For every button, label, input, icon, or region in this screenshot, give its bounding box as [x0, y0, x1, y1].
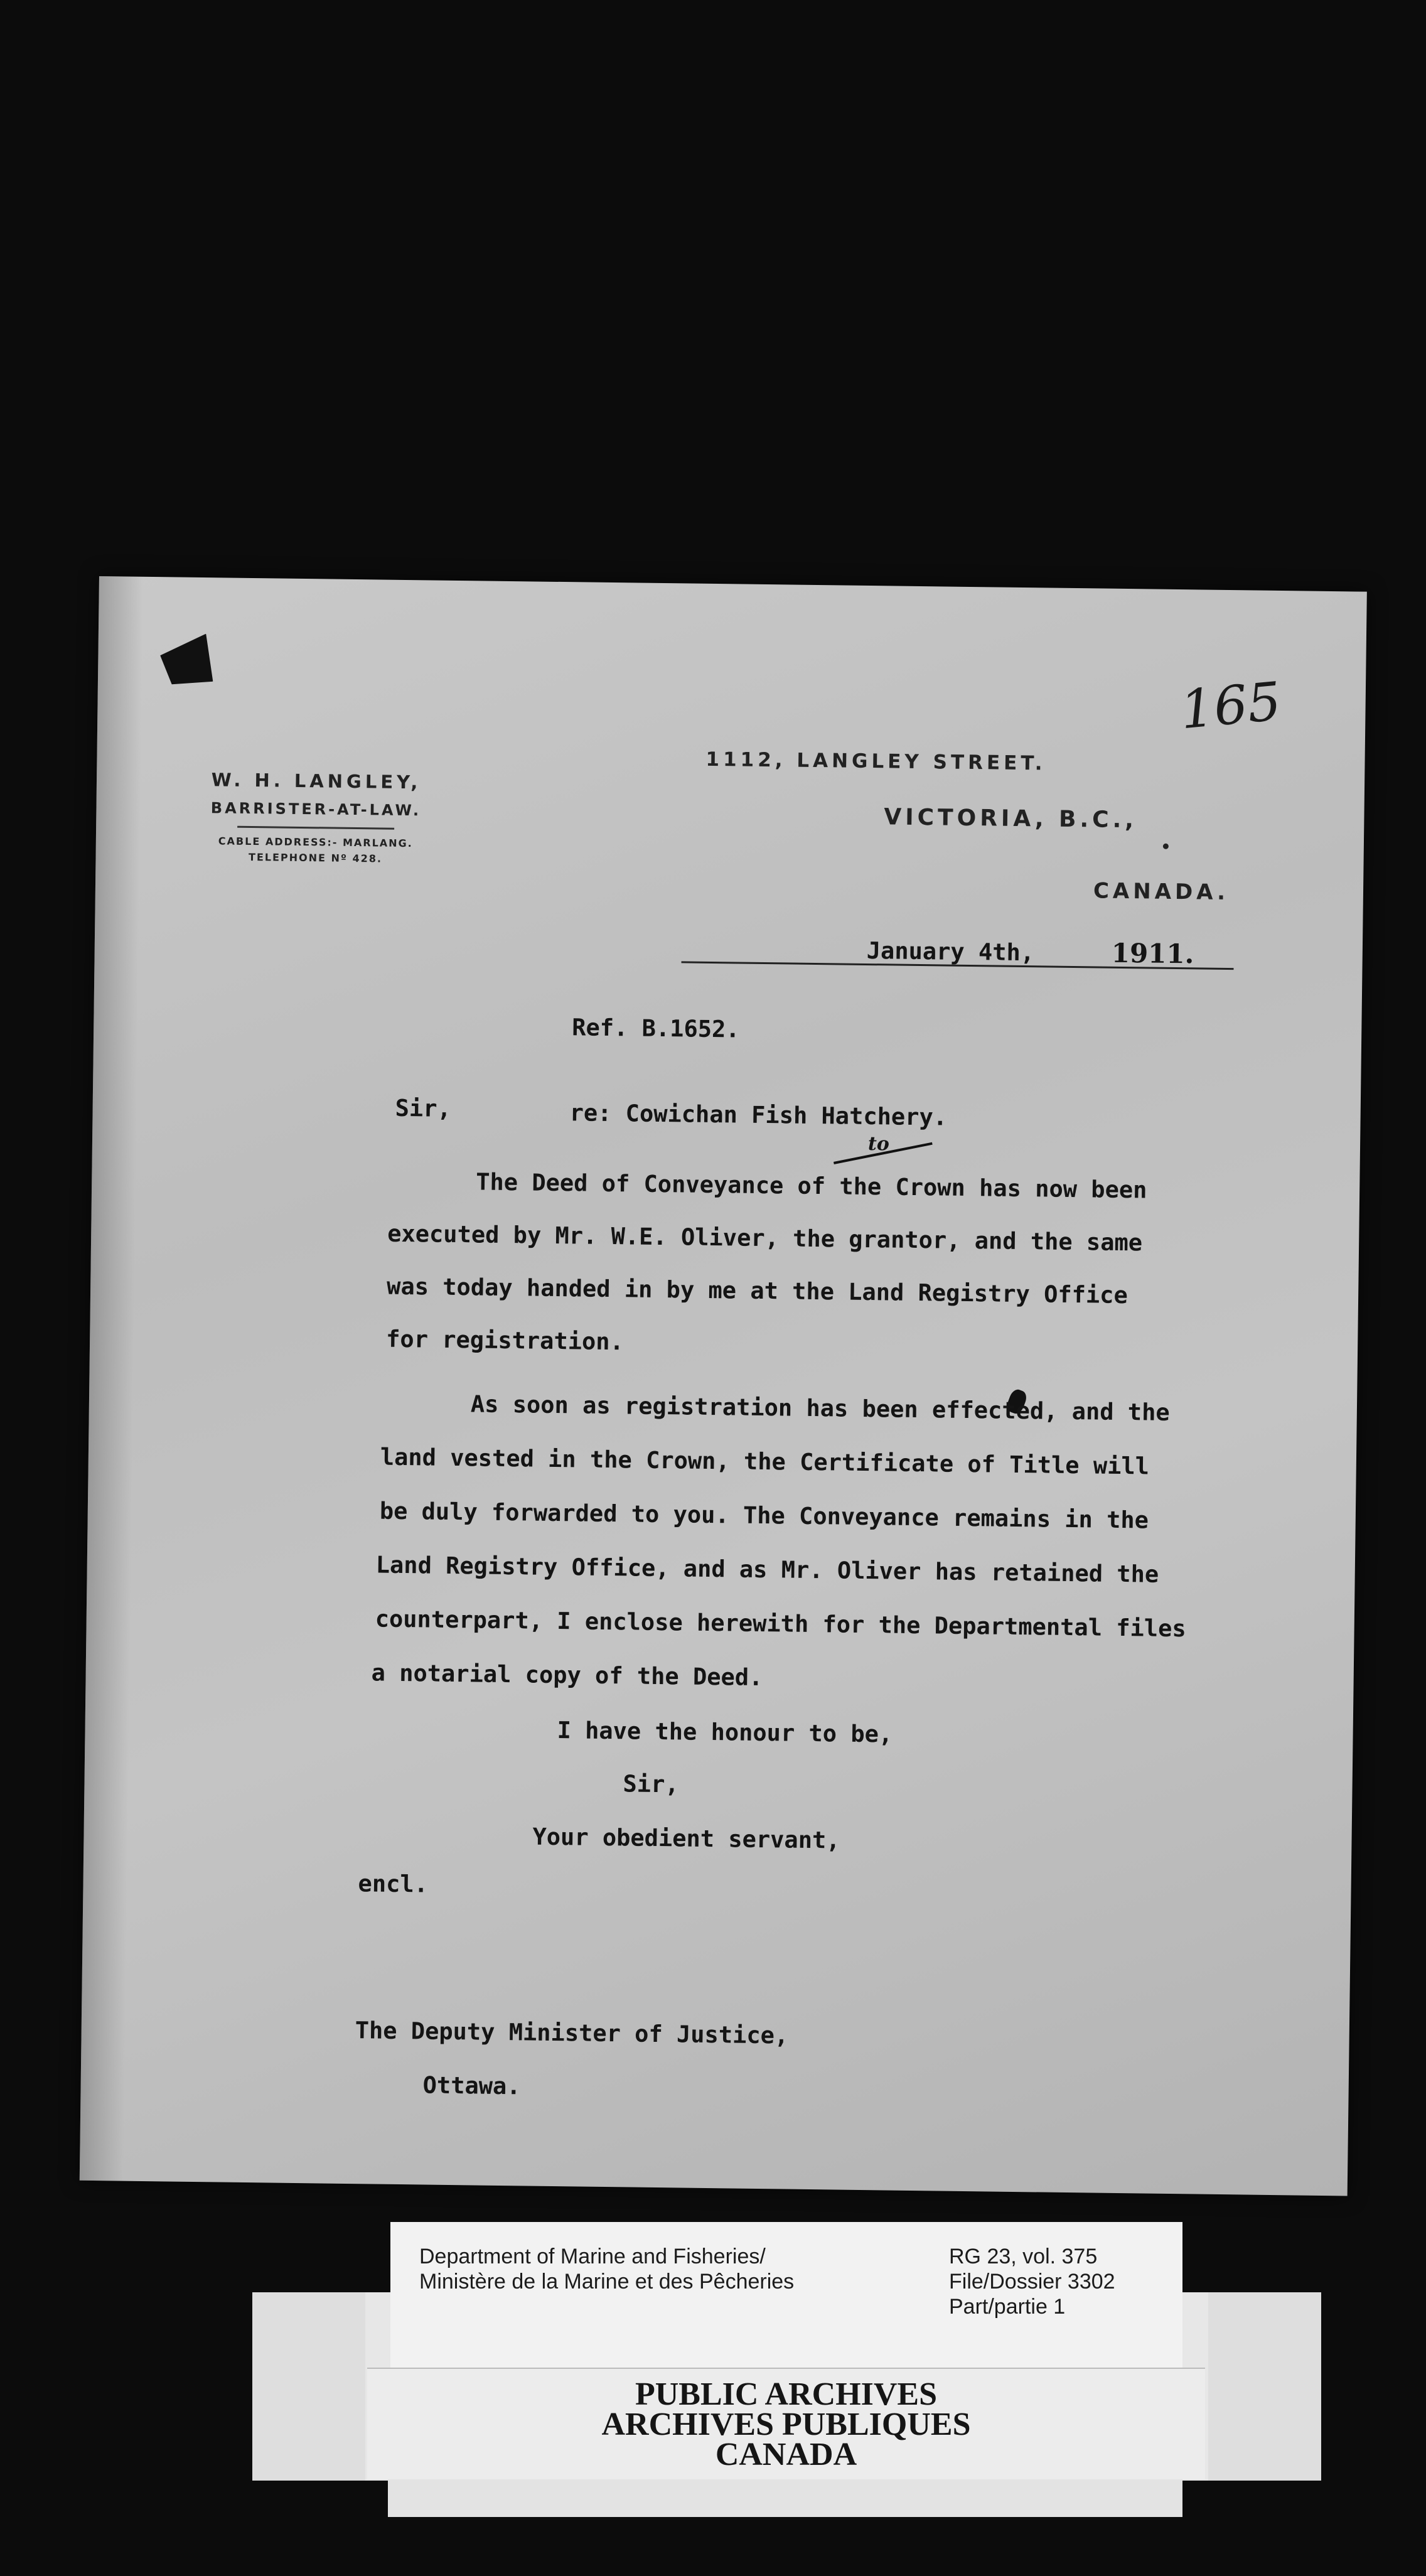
- letterhead-city: VICTORIA, B.C.,: [884, 804, 1138, 834]
- correction-insert: to: [867, 1133, 890, 1156]
- label-archive-en: PUBLIC ARCHIVES: [635, 2376, 938, 2412]
- paragraph1-line2: executed by Mr. W.E. Oliver, the grantor, and the same: [387, 1220, 1143, 1257]
- paragraph2-line5: counterpart, I enclose herewith for the Departmental files: [375, 1605, 1186, 1643]
- stray-dot: [1163, 844, 1169, 849]
- letterhead-rule: [237, 826, 394, 830]
- date-year: 1911.: [1111, 937, 1194, 970]
- closing-line3: Your obedient servant,: [532, 1823, 840, 1854]
- reference-number: Ref. B.1652.: [572, 1014, 740, 1043]
- label-part: Part/partie 1: [949, 2295, 1066, 2319]
- paragraph2-line2: land vested in the Crown, the Certificate of Title will: [380, 1443, 1150, 1480]
- paragraph1-line3: was today handed in by me at the Land Registry Office: [386, 1272, 1128, 1309]
- archive-label-right-flap: [1208, 2292, 1321, 2481]
- archive-label-bottom-tab: [388, 2479, 1182, 2517]
- label-archive-fr: ARCHIVES PUBLIQUES: [601, 2407, 971, 2442]
- archive-label-left-flap: [252, 2292, 365, 2481]
- paragraph1-line1: The Deed of Conveyance of the Crown has now been: [475, 1168, 1147, 1204]
- folio-number: 165: [1177, 670, 1284, 741]
- letterhead-title: BARRISTER-AT-LAW.: [210, 799, 422, 820]
- paragraph2-line3: be duly forwarded to you. The Conveyance remains in the: [379, 1497, 1149, 1534]
- date-day: January 4th,: [866, 936, 1035, 967]
- letterhead-street: 1112, LANGLEY STREET.: [705, 748, 1046, 775]
- addressee-line1: The Deputy Minister of Justice,: [355, 2017, 789, 2049]
- label-file: File/Dossier 3302: [949, 2270, 1115, 2294]
- label-department-fr: Ministère de la Marine et des Pêcheries: [419, 2270, 795, 2294]
- letterhead-name: W. H. LANGLEY,: [211, 769, 422, 793]
- label-archive-country: CANADA: [715, 2437, 857, 2472]
- page-shadow: [80, 576, 143, 2181]
- salutation: Sir,: [395, 1094, 452, 1122]
- label-record-group: RG 23, vol. 375: [949, 2245, 1098, 2268]
- closing-line1: I have the honour to be,: [557, 1717, 893, 1748]
- paragraph2-line4: Land Registry Office, and as Mr. Oliver has retained the: [375, 1551, 1159, 1588]
- paragraph1-line4: for registration.: [385, 1325, 625, 1356]
- letterhead-left: [183, 769, 448, 866]
- addressee-line2: Ottawa.: [422, 2071, 521, 2100]
- letterhead-telephone: TELEPHONE Nº 428.: [248, 851, 383, 865]
- label-department-en: Department of Marine and Fisheries/: [419, 2245, 766, 2268]
- closing-line2: Sir,: [623, 1770, 679, 1798]
- subject-line: re: Cowichan Fish Hatchery.: [569, 1099, 948, 1131]
- punch-hole: [158, 634, 220, 694]
- enclosure-note: encl.: [358, 1870, 429, 1898]
- paragraph2-line1: As soon as registration has been effected, and the: [470, 1390, 1170, 1426]
- letterhead-country: CANADA.: [1093, 878, 1230, 906]
- letterhead-cable: CABLE ADDRESS:- MARLANG.: [218, 835, 413, 850]
- paragraph2-line6: a notarial copy of the Deed.: [371, 1659, 763, 1692]
- letter-page: [80, 576, 1367, 2196]
